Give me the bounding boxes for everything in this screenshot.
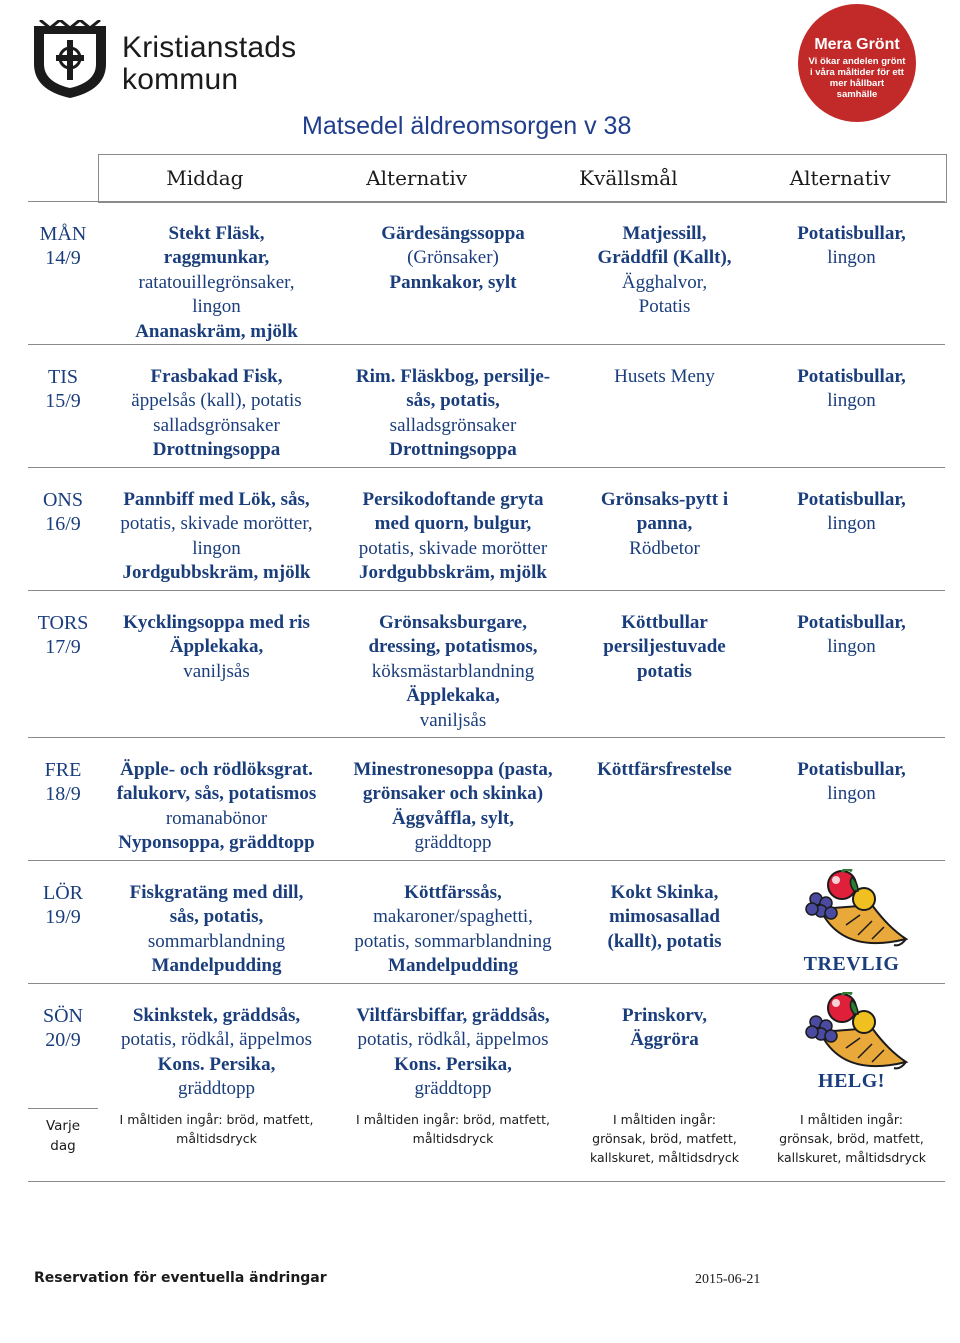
menu-line: Potatisbullar, (797, 366, 906, 387)
menu-line: (Grönsaker) (407, 247, 499, 269)
day-row (28, 983, 945, 1100)
column-header: Alternativ (789, 166, 891, 190)
day-label-line: 19/9 (45, 906, 81, 928)
menu-line: sås, potatis, (169, 906, 264, 928)
menu-line: raggmunkar, (163, 247, 270, 269)
menu-line: Husets Meny (614, 366, 715, 387)
everyday-note-line: måltidsdryck (412, 1131, 494, 1146)
menu-line: vaniljsås (419, 709, 487, 731)
everyday-note (758, 1110, 945, 1167)
menu-line: Grönsaks-pytt i (600, 489, 729, 510)
day-label-line: 17/9 (45, 636, 81, 658)
menu-cell (335, 758, 571, 856)
menu-cell (571, 488, 758, 561)
menu-cell (758, 365, 945, 414)
trevlig-text: TREVLIG (803, 953, 900, 975)
menu-cell (758, 611, 945, 660)
column-headers (98, 154, 947, 203)
menu-line: med quorn, bulgur, (374, 513, 532, 535)
menu-cell (335, 222, 571, 295)
menu-line: Kons. Persika, (394, 1053, 512, 1075)
page-title: Matsedel äldreomsorgen v 38 (302, 112, 632, 140)
badge-line: Vi ökar andelen grönt (808, 56, 906, 67)
menu-line: Pannkakor, sylt (389, 271, 517, 293)
menu-line: romanabönor (165, 807, 268, 829)
org-name-line2: kommun (122, 63, 239, 96)
menu-line: potatis, rödkål, äppelmos (357, 1029, 549, 1051)
everyday-note-line: I måltiden ingår: (800, 1112, 903, 1127)
menu-line: Drottningsoppa (152, 439, 281, 461)
menu-line: vaniljsås (183, 660, 250, 682)
everyday-note-line: I måltiden ingår: (613, 1112, 716, 1127)
day-row (28, 860, 945, 977)
menu-line: potatis (637, 660, 692, 682)
day-row (28, 467, 945, 584)
menu-cell (335, 881, 571, 979)
menu-line: Kons. Persika, (157, 1053, 276, 1075)
menu-line: Ananaskräm, mjölk (135, 320, 298, 342)
menu-line: Jordgubbskräm, mjölk (359, 562, 547, 584)
menu-cell (571, 881, 758, 954)
menu-line: Drottningsoppa (389, 439, 517, 461)
menu-line: lingon (827, 783, 876, 805)
cornucopia-icon (802, 992, 912, 1076)
menu-line: Potatisbullar, (797, 489, 906, 510)
day-label-line: 14/9 (45, 247, 81, 269)
menu-line: mimosasallad (609, 906, 720, 928)
menu-line: köksmästarblandning (371, 660, 535, 682)
menu-cell (571, 758, 758, 782)
everyday-note (335, 1110, 571, 1148)
menu-line: Skinkstek, gräddsås, (132, 1005, 301, 1026)
helg-text: HELG! (818, 1070, 885, 1092)
day-label (28, 365, 98, 413)
menu-line: Äpple- och rödlöksgrat. (120, 759, 313, 780)
document-date: 2015-06-21 (695, 1272, 761, 1287)
menu-line: potatis, rödkål, äppelmos (120, 1029, 313, 1051)
menu-cell (758, 488, 945, 537)
day-label-line: 15/9 (45, 390, 81, 412)
menu-line: Mandelpudding (151, 955, 282, 977)
menu-cell (98, 1004, 335, 1102)
menu-line: sås, potatis, (406, 390, 500, 412)
reservation-note: Reservation för eventuella ändringar (34, 1270, 327, 1286)
everyday-note-line: kallskuret, måltidsdryck (589, 1150, 740, 1165)
menu-line: Kokt Skinka, (610, 882, 719, 903)
menu-line: Köttfärssås, (404, 882, 502, 903)
everyday-note-line: I måltiden ingår: bröd, matfett, (356, 1112, 550, 1127)
menu-line: lingon (827, 247, 876, 269)
everyday-note (571, 1110, 758, 1167)
menu-line: makaroner/spaghetti, (373, 906, 533, 928)
day-label-line: SÖN (42, 1005, 83, 1027)
menu-line: Köttfärsfrestelse (597, 759, 732, 780)
table-bottom-border (28, 1181, 945, 1182)
menu-line: Matjessill, (622, 223, 707, 244)
badge-line: i våra måltider för ett (810, 67, 904, 78)
menu-cell (335, 1004, 571, 1102)
menu-line: Mandelpudding (388, 955, 518, 977)
menu-line: Potatisbullar, (797, 759, 906, 780)
menu-line: Potatis (638, 296, 691, 318)
menu-line: potatis, skivade morötter (358, 537, 548, 559)
menu-line: Äggvåffla, sylt, (392, 807, 514, 829)
menu-line: gräddtopp (414, 1078, 492, 1100)
menu-line: falukorv, sås, potatismos (116, 783, 317, 805)
menu-line: lingon (192, 537, 241, 559)
menu-line: Äpplekaka, (169, 636, 264, 658)
day-label-line: TORS (37, 612, 89, 634)
menu-line: (kallt), potatis (607, 930, 722, 952)
everyday-note-line: grönsak, bröd, matfett, (592, 1131, 737, 1146)
crest-icon (30, 20, 110, 100)
day-label (28, 611, 98, 659)
badge-line: mer hållbart (829, 78, 885, 89)
everyday-label-line: dag (50, 1138, 76, 1154)
menu-line: äppelsås (kall), potatis (131, 390, 302, 412)
menu-cell (98, 758, 335, 856)
menu-line: Viltfärsbiffar, gräddsås, (356, 1005, 550, 1026)
menu-line: gräddtopp (414, 832, 492, 854)
everyday-note-line: grönsak, bröd, matfett, (779, 1131, 924, 1146)
column-header: Kvällsmål (579, 166, 678, 190)
menu-line: Pannbiff med Lök, sås, (123, 489, 310, 510)
menu-cell (335, 611, 571, 733)
menu-line: Rödbetor (629, 537, 700, 559)
menu-line: lingon (827, 636, 876, 658)
menu-line: Ägghalvor, (621, 271, 708, 293)
menu-line: Kycklingsoppa med ris (123, 612, 310, 633)
menu-line: Rim. Fläskbog, persilje- (355, 366, 551, 387)
day-label (28, 222, 98, 270)
menu-line: salladsgrönsaker (389, 414, 517, 436)
menu-line: Frasbakad Fisk, (150, 366, 283, 387)
day-label-line: 18/9 (45, 783, 81, 805)
menu-line: Gärdesängssoppa (381, 223, 525, 244)
menu-cell (98, 611, 335, 684)
day-label-line: FRE (44, 759, 82, 781)
day-row (28, 737, 945, 854)
menu-line: Minestronesoppa (pasta, (353, 759, 553, 780)
menu-cell (571, 222, 758, 320)
cornucopia-icon (802, 869, 912, 953)
everyday-label (28, 1116, 98, 1156)
day-label (28, 881, 98, 929)
day-label-line: MÅN (39, 223, 87, 245)
menu-line: gräddtopp (177, 1078, 256, 1100)
badge-line: samhälle (836, 89, 878, 100)
menu-line: Prinskorv, (622, 1005, 707, 1026)
menu-line: potatis, skivade morötter, (120, 513, 313, 535)
day-label-line: 20/9 (45, 1029, 81, 1051)
column-header: Middag (166, 166, 244, 190)
menu-line: Äpplekaka, (406, 685, 500, 707)
menu-cell (571, 365, 758, 389)
menu-line: ratatouillegrönsaker, (138, 271, 295, 293)
day-label (28, 758, 98, 806)
day-label-line: LÖR (43, 882, 83, 904)
mera-gront-badge (798, 4, 916, 122)
menu-line: panna, (636, 513, 693, 535)
day-label-line: ONS (42, 489, 83, 511)
column-header: Alternativ (366, 166, 468, 190)
menu-line: Potatisbullar, (797, 223, 906, 244)
badge-text (798, 56, 916, 100)
day-label-line: TIS (48, 366, 78, 388)
menu-cell (571, 611, 758, 684)
menu-line: Äggröra (630, 1029, 699, 1051)
menu-line: Nyponsoppa, gräddtopp (118, 832, 315, 854)
org-name (122, 32, 296, 96)
menu-cell (335, 365, 571, 463)
day-label (28, 1004, 98, 1052)
menu-line: sommarblandning (147, 930, 286, 952)
menu-line: potatis, sommarblandning (354, 930, 552, 952)
menu-cell (98, 488, 335, 586)
logo (30, 20, 330, 100)
everyday-note-line: måltidsdryck (176, 1131, 257, 1146)
menu-cell (98, 881, 335, 979)
menu-line: Fiskgratäng med dill, (129, 882, 304, 903)
day-label (28, 488, 98, 536)
everyday-note (98, 1110, 335, 1148)
menu-cell (98, 365, 335, 463)
menu-line: lingon (192, 296, 241, 318)
badge-title: Mera Grönt (814, 36, 900, 53)
menu-cell (571, 1004, 758, 1053)
menu-line: Gräddfil (Kallt), (597, 247, 732, 269)
menu-line: grönsaker och skinka) (362, 783, 544, 805)
menu-line: persiljestuvade (603, 636, 726, 658)
everyday-note-line: I måltiden ingår: bröd, matfett, (119, 1112, 314, 1127)
menu-line: Potatisbullar, (797, 612, 906, 633)
menu-line: Grönsaksburgare, (379, 612, 527, 633)
menu-line: lingon (827, 390, 876, 412)
day-row (28, 344, 945, 461)
menu-cell (758, 758, 945, 807)
menu-cell (98, 222, 335, 344)
org-name-line1: Kristianstads (122, 31, 297, 64)
menu-line: lingon (827, 513, 876, 535)
menu-cell (335, 488, 571, 586)
everyday-separator (28, 1108, 98, 1109)
menu-line: Stekt Fläsk, (168, 223, 265, 244)
menu-line: Jordgubbskräm, mjölk (122, 562, 311, 584)
day-label-line: 16/9 (45, 513, 81, 535)
menu-cell (758, 222, 945, 271)
menu-line: Persikodoftande gryta (362, 489, 544, 510)
menu-line: Köttbullar (621, 612, 708, 633)
menu-line: dressing, potatismos, (368, 636, 538, 658)
everyday-label-line: Varje (45, 1118, 81, 1134)
everyday-note-line: kallskuret, måltidsdryck (776, 1150, 927, 1165)
menu-line: salladsgrönsaker (153, 414, 280, 436)
day-row (28, 201, 945, 342)
day-row (28, 590, 945, 731)
